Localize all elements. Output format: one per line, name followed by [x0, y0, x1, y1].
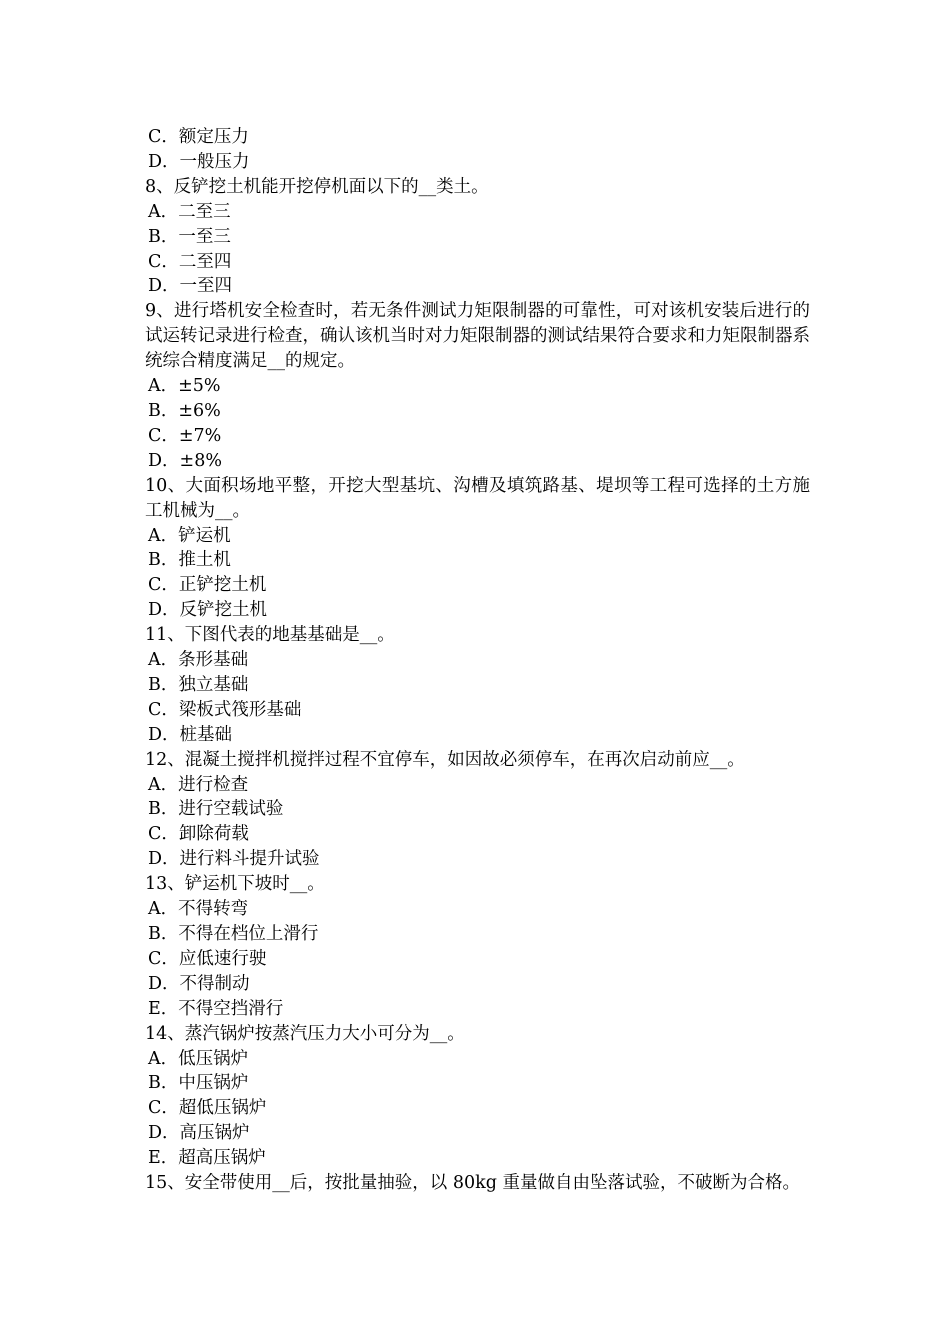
option-c: C．卸除荷载	[148, 824, 249, 845]
option-a: A．铲运机	[148, 525, 231, 546]
option-a: A．条形基础	[148, 650, 249, 671]
option-c: C．应低速行驶	[148, 948, 267, 969]
option-c: C．正铲挖土机	[148, 575, 267, 596]
option-a: A．进行检查	[148, 774, 249, 795]
option-d: D．±8%	[148, 450, 222, 471]
document-page	[145, 125, 810, 1196]
option-c: C．二至四	[148, 251, 232, 272]
question-14: 14、蒸汽锅炉按蒸汽压力大小可分为__。	[145, 1023, 465, 1044]
option-a: A．低压锅炉	[148, 1048, 249, 1069]
question-12: 12、混凝土搅拌机搅拌过程不宜停车，如因故必须停车，在再次启动前应__。	[145, 749, 745, 770]
option-d: D．一至四	[148, 276, 233, 297]
option-b: B．±6%	[148, 400, 221, 421]
option-e: E．不得空挡滑行	[148, 998, 284, 1019]
option-c: C．超低压锅炉	[148, 1098, 267, 1119]
option-d: D．不得制动	[148, 973, 250, 994]
question-11: 11、下图代表的地基基础是__。	[145, 625, 395, 646]
option-b: B．一至三	[148, 226, 231, 247]
option-b: B．进行空载试验	[148, 799, 284, 820]
question-13: 13、铲运机下坡时__。	[145, 874, 325, 895]
option-b: B．推土机	[148, 550, 231, 571]
option-d: D．一般压力	[148, 151, 250, 172]
option-d: D．高压锅炉	[148, 1123, 250, 1144]
option-c: C．梁板式筏形基础	[148, 699, 302, 720]
option-a: A．二至三	[148, 201, 231, 222]
option-b: B．独立基础	[148, 674, 249, 695]
option-b: B．中压锅炉	[148, 1073, 249, 1094]
question-10: 10、大面积场地平整，开挖大型基坑、沟槽及填筑路基、堤坝等工程可选择的土方施工机械为__。	[145, 475, 810, 521]
question-8: 8、反铲挖土机能开挖停机面以下的__类土。	[145, 176, 489, 197]
option-b: B．不得在档位上滑行	[148, 924, 319, 944]
option-a: A．不得转弯	[148, 899, 249, 920]
option-e: E．超高压锅炉	[148, 1148, 266, 1169]
question-15: 15、安全带使用__后，按批量抽验，以 80kg 重量做自由坠落试验，不破断为合格。	[145, 1173, 800, 1194]
option-a: A．±5%	[148, 376, 221, 397]
question-9: 9、进行塔机安全检查时，若无条件测试力矩限制器的可靠性，可对该机安装后进行的试运转记录进行检查，确认该机当时对力矩限制器的测试结果符合要求和力矩限制器系统综合精度满足__的规定。	[145, 301, 810, 372]
option-d: D．桩基础	[148, 724, 233, 745]
option-c: C．±7%	[148, 425, 222, 446]
option-d: D．反铲挖土机	[148, 600, 268, 621]
option-c: C．额定压力	[148, 127, 249, 147]
option-d: D．进行料斗提升试验	[148, 849, 320, 870]
